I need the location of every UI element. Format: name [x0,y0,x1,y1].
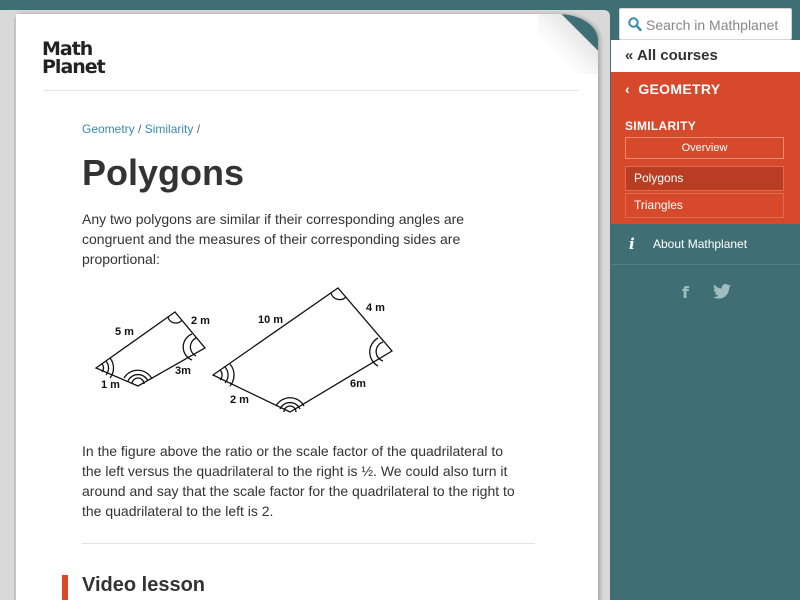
divider [611,264,800,265]
search-input[interactable] [619,8,792,40]
search-placeholder: Search in Mathplanet [646,17,779,33]
logo-line1: Math [42,38,93,60]
breadcrumb-similarity-link[interactable]: Similarity [144,122,194,136]
overview-link[interactable]: Overview [625,137,784,159]
large-label-4: 6m [350,378,366,390]
course-geometry-label [625,81,720,97]
page-curl [538,14,598,74]
sidebar-item-polygons[interactable]: Polygons [625,166,784,191]
course-geometry-link[interactable] [611,72,800,106]
divider [82,543,535,544]
section-heading: SIMILARITY [625,119,696,133]
about-mathplanet-link[interactable] [611,232,800,256]
breadcrumb-separator: / [138,122,142,136]
explanation-paragraph: In the figure above the ratio or the scale factor of the quadrilateral to the left versus the quadrilateral to the right is ½. We could also turn it around and say that the scale factor for the quadrilateral to the right to the quadrilateral to the left is 2. [82,443,515,519]
sidebar-item-triangles[interactable]: Triangles [625,193,784,218]
search-icon [628,17,642,32]
similarity-section [611,106,800,224]
breadcrumb [82,122,200,136]
about-label: About Mathplanet [653,237,748,251]
small-label-1: 5 m [115,326,134,338]
double-chevron-left-icon: « [625,47,634,64]
logo-line2: Planet [42,56,105,78]
large-label-3: 2 m [230,394,249,406]
section-accent-bar [62,575,68,600]
course-geometry-text: GEOMETRY [638,81,721,97]
page-title: Polygons [82,152,245,193]
small-label-4: 3m [175,365,191,377]
sidebar [611,0,800,600]
info-icon: i [629,235,635,253]
all-courses-text: All courses [636,47,718,64]
all-courses-label [625,47,718,64]
mathplanet-logo[interactable] [42,38,112,78]
chevron-left-icon: ‹ [625,81,630,97]
large-label-2: 4 m [366,302,385,314]
all-courses-link[interactable] [611,40,800,72]
video-lesson-heading: Video lesson [82,574,206,596]
intro-paragraph: Any two polygons are similar if their corresponding angles are congruent and the measures of their corresponding sides are proportional: [82,211,465,267]
breadcrumb-separator: / [196,122,201,136]
facebook-icon[interactable]: f [682,283,689,302]
large-label-1: 10 m [258,314,284,326]
twitter-icon[interactable] [713,284,731,299]
divider [44,90,578,91]
breadcrumb-geometry-link[interactable]: Geometry [82,122,135,136]
small-label-2: 2 m [191,315,210,327]
similar-quadrilaterals-figure [88,282,408,422]
small-label-3: 1 m [101,379,120,391]
